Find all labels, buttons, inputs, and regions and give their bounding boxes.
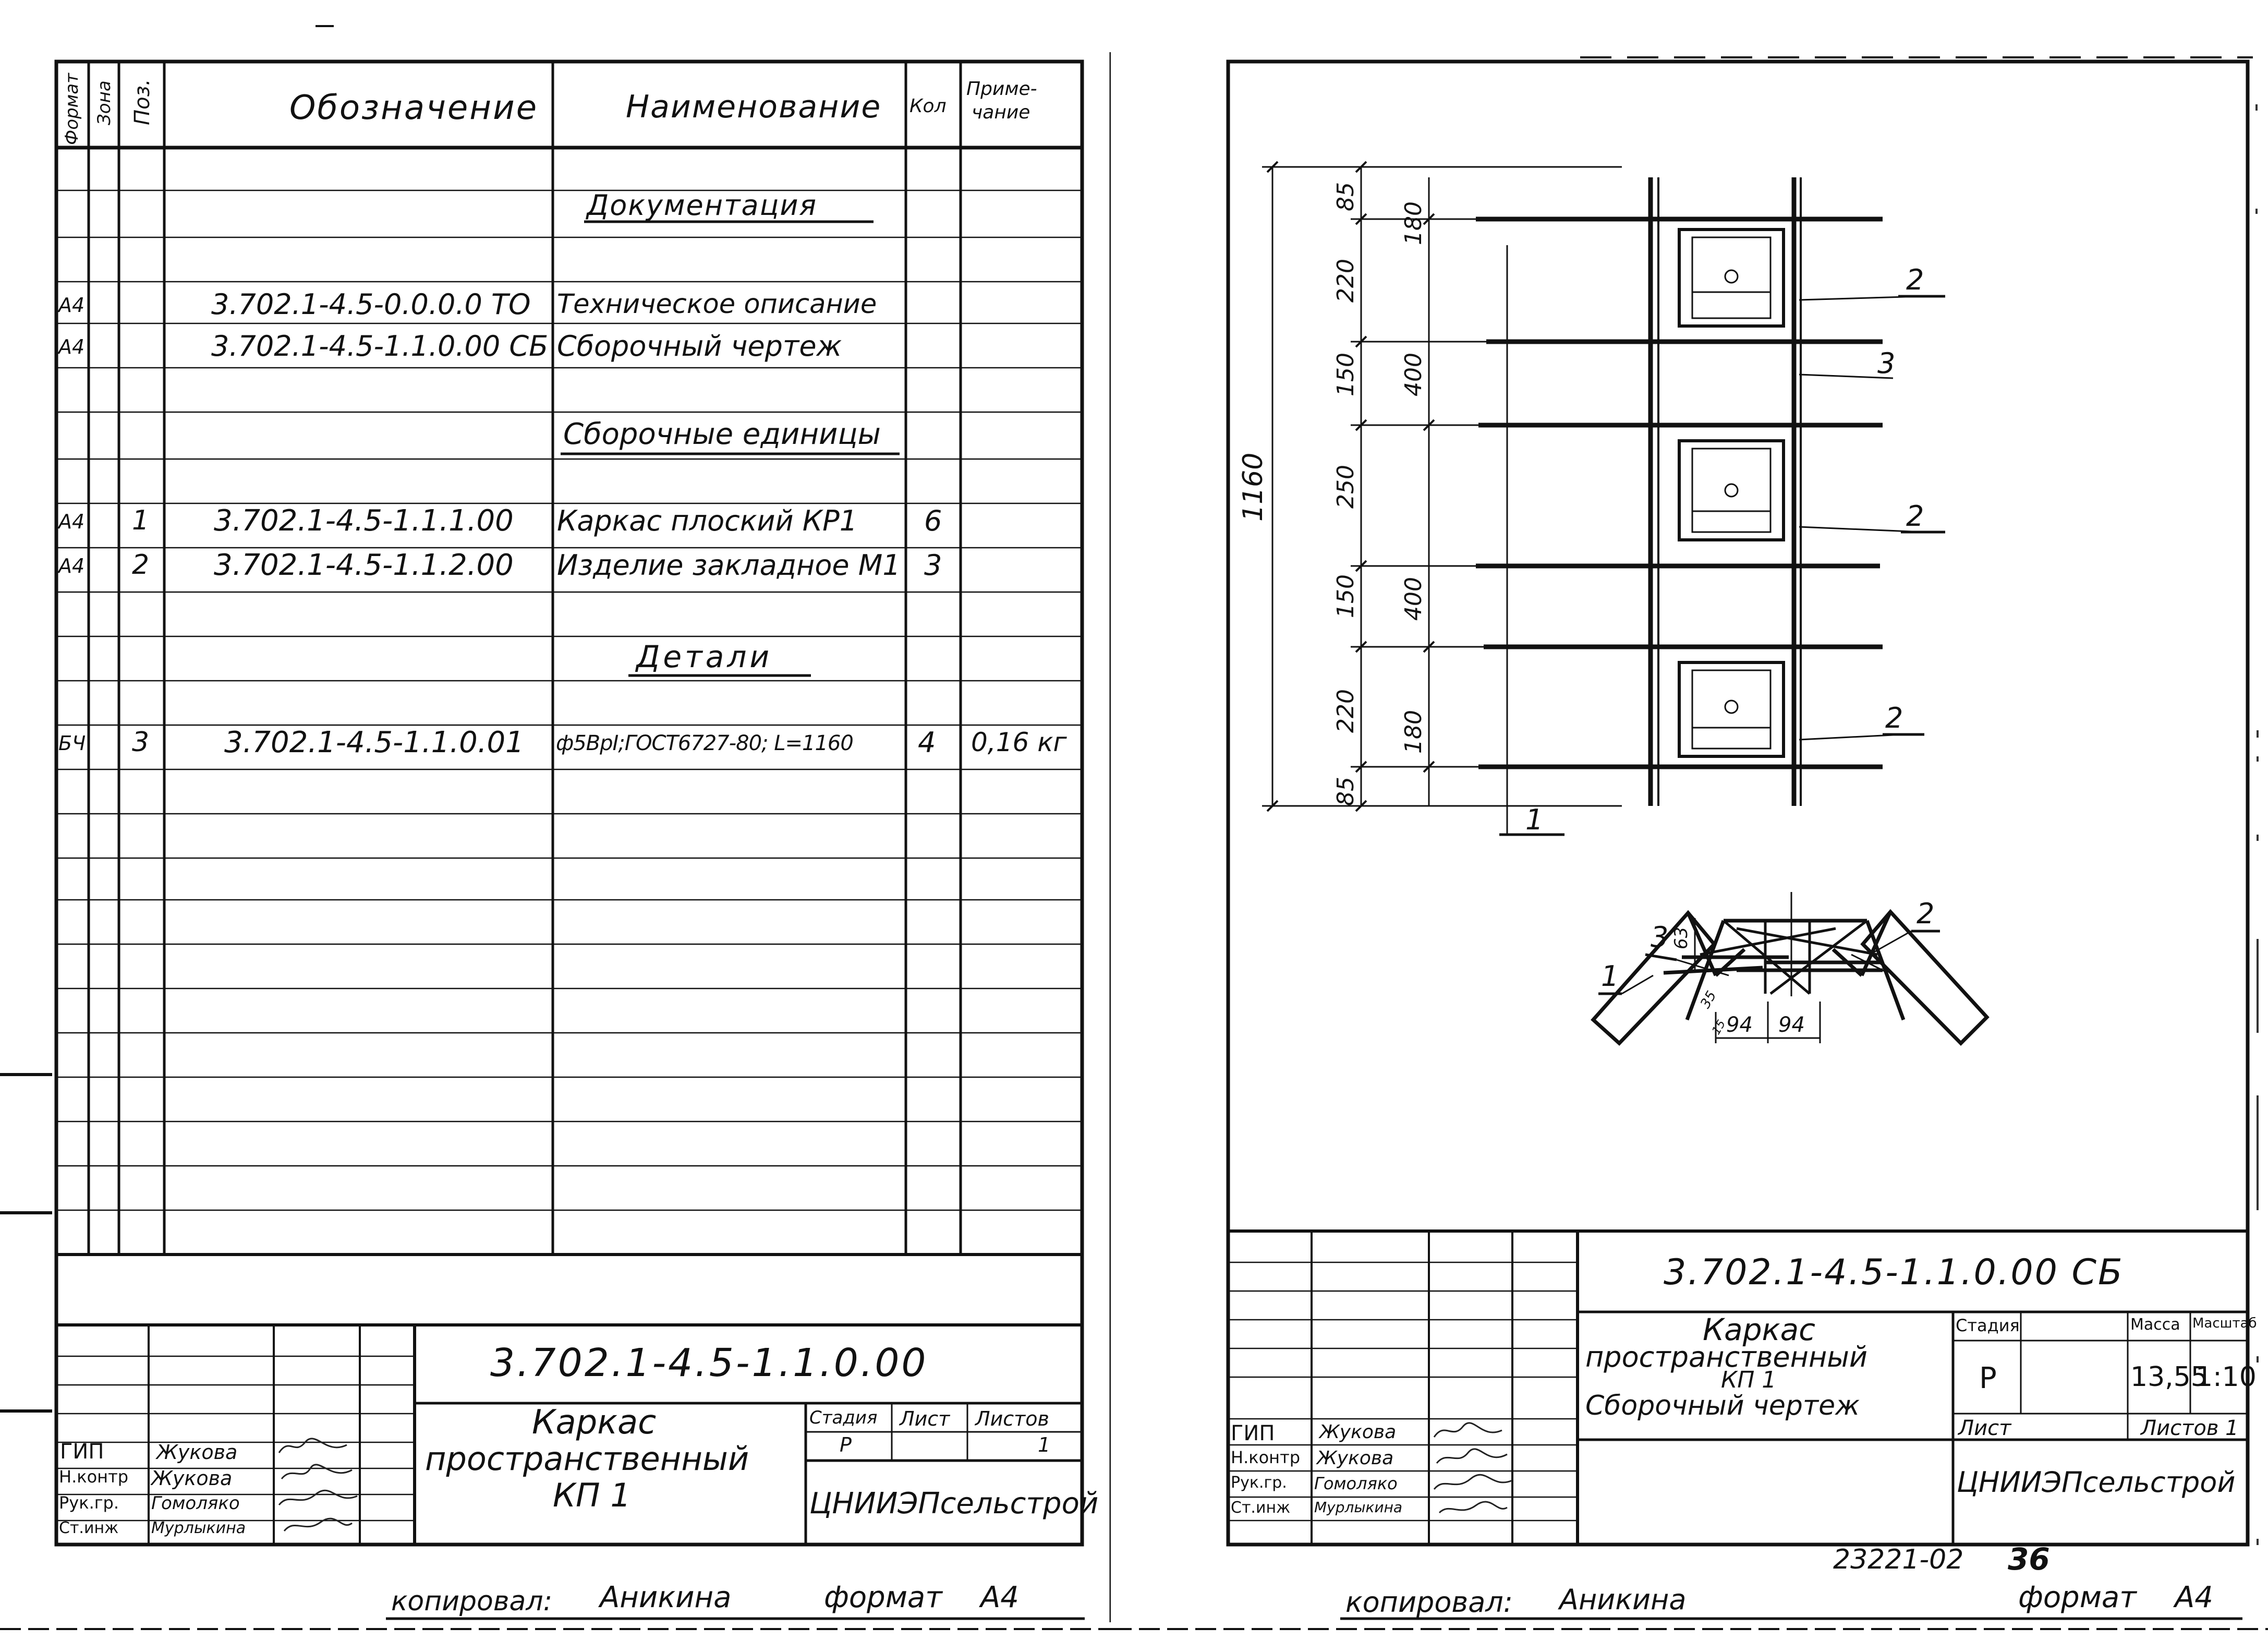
header-name: Наименование <box>626 89 882 125</box>
dim-15: 15 <box>1709 1018 1729 1037</box>
dim-total-height: 1160 <box>1238 452 1269 522</box>
row-designation: 3.702.1-4.5-0.0.0.0 ТО <box>211 287 531 321</box>
spec-name-2: Жукова <box>151 1467 233 1490</box>
spec-role-2: Н.контр <box>59 1467 129 1487</box>
dim-220-bot: 220 <box>1332 689 1359 733</box>
drawing-role-3: Рук.гр. <box>1231 1474 1287 1492</box>
row-pos: 2 <box>132 549 150 581</box>
edge-marks <box>2250 78 2266 1591</box>
dim-85-top: 85 <box>1332 182 1359 211</box>
callout-item-2-a: 2 <box>1906 263 1924 296</box>
dim-400-top: 400 <box>1400 353 1427 396</box>
header-zone: Зона <box>94 80 115 125</box>
drawing-name-1: Жукова <box>1319 1421 1397 1443</box>
drawing-scale-label: Масштаб <box>2192 1316 2257 1331</box>
row-name: ф5ВрI;ГОСТ6727-80; L=1160 <box>556 731 853 755</box>
specification-sheet <box>0 0 1111 1640</box>
header-note-1: Приме- <box>966 78 1037 100</box>
drawing-sheet <box>1111 0 2268 1640</box>
section-details: Детали <box>636 639 773 674</box>
dim-85-bot: 85 <box>1332 777 1359 806</box>
page-number: 36 <box>2008 1541 2050 1577</box>
header-designation: Обозначение <box>289 89 539 127</box>
spec-name-1: Жукова <box>156 1441 238 1464</box>
dim-63: 63 <box>1671 926 1692 949</box>
dim-180-bot: 180 <box>1400 710 1427 754</box>
drawing-title-1: Каркас <box>1703 1312 1815 1347</box>
spec-grid <box>0 0 1111 1640</box>
row-name: Изделие закладное М1 <box>557 548 901 582</box>
spec-footer-underline <box>0 1614 1111 1635</box>
row-format: А4 <box>58 510 85 533</box>
drawing-format-value: А4 <box>2175 1581 2213 1614</box>
drawing-title-4: Сборочный чертеж <box>1585 1390 1860 1421</box>
drawing-role-4: Ст.инж <box>1231 1499 1291 1517</box>
drawing-format-label: формат <box>2018 1581 2137 1614</box>
dim-180-top: 180 <box>1400 201 1427 245</box>
drawing-stage-value: Р <box>1979 1361 1997 1395</box>
row-qty: 4 <box>918 726 936 759</box>
drawing-scale-value: 1:10 <box>2196 1361 2257 1393</box>
section-assembly-units: Сборочные единицы <box>563 417 881 451</box>
drawing-copied-label: копировал: <box>1345 1586 1513 1619</box>
dim-150-top: 150 <box>1332 353 1359 396</box>
spec-sheet-label: Лист <box>900 1407 950 1430</box>
dim-150-bot: 150 <box>1332 574 1359 618</box>
dim-220-top: 220 <box>1332 259 1359 303</box>
drawing-role-1: ГИП <box>1231 1421 1275 1445</box>
spec-title-1: Каркас <box>532 1403 657 1442</box>
row-format: А4 <box>58 294 85 317</box>
drawing-sheet-label: Лист <box>1958 1416 2011 1440</box>
drawing-code: 3.702.1-4.5-1.1.0.00 СБ <box>1664 1252 2124 1293</box>
spec-role-1: ГИП <box>60 1440 104 1464</box>
dim-94-left: 94 <box>1726 1013 1753 1037</box>
callout-item-2-d: 2 <box>1917 897 1935 930</box>
row-name: Каркас плоский КР1 <box>557 504 858 537</box>
row-designation: 3.702.1-4.5-1.1.0.01 <box>224 725 524 759</box>
dim-35: 35 <box>1697 988 1720 1011</box>
callout-item-3-b: 3 <box>1651 921 1669 954</box>
spec-sheets-value: 1 <box>1038 1433 1051 1456</box>
row-note: 0,16 кг <box>971 727 1067 757</box>
section-documentation: Документация <box>587 189 817 222</box>
dim-94-right: 94 <box>1778 1013 1805 1037</box>
spec-role-3: Рук.гр. <box>59 1493 119 1513</box>
spec-code: 3.702.1-4.5-1.1.0.00 <box>490 1341 928 1385</box>
drawing-name-3: Гомоляко <box>1314 1474 1398 1493</box>
row-format: А4 <box>58 554 85 577</box>
dim-250: 250 <box>1332 465 1359 509</box>
spec-format-label: формат <box>824 1581 942 1614</box>
callout-item-1-b: 1 <box>1601 960 1619 993</box>
spec-org: ЦНИИЭПсельстрой <box>809 1487 1099 1521</box>
spec-copied-label: копировал: <box>391 1586 553 1617</box>
drawing-stage-label: Стадия <box>1956 1316 2020 1335</box>
header-pos: Поз. <box>130 79 154 125</box>
header-format: Формат <box>62 73 82 145</box>
dim-400-bot: 400 <box>1400 577 1427 621</box>
drawing-name-2: Жукова <box>1317 1448 1394 1469</box>
row-name: Сборочный чертеж <box>557 329 842 363</box>
callout-item-2-c: 2 <box>1885 702 1903 734</box>
drawing-mass-value: 13,55 <box>2130 1361 2208 1393</box>
spec-role-4: Ст.инж <box>59 1519 119 1537</box>
callout-item-1-a: 1 <box>1525 803 1544 836</box>
drawing-title-3: КП 1 <box>1721 1367 1777 1393</box>
drawing-title-2: пространственный <box>1585 1341 1867 1373</box>
stamp-number: 23221-02 <box>1833 1544 1964 1575</box>
spec-title-2: пространственный <box>425 1440 749 1478</box>
callout-item-3-a: 3 <box>1877 347 1896 380</box>
spec-signatures <box>274 1434 362 1544</box>
spec-title-3: КП 1 <box>553 1476 631 1514</box>
drawing-mass-label: Масса <box>2130 1316 2180 1334</box>
drawing-role-2: Н.контр <box>1231 1448 1301 1467</box>
drawing-footer-underline <box>1111 1614 2268 1635</box>
spec-name-3: Гомоляко <box>151 1493 240 1514</box>
row-qty: 6 <box>924 504 942 537</box>
row-format: БЧ <box>58 732 86 755</box>
spec-copied-name: Аникина <box>600 1581 732 1614</box>
drawing-sheets-label: Листов 1 <box>2141 1416 2239 1440</box>
spec-name-4: Мурлыкина <box>151 1519 246 1537</box>
row-name: Техническое описание <box>557 288 877 320</box>
spec-format-value: А4 <box>980 1581 1019 1614</box>
row-format: А4 <box>58 335 85 358</box>
row-designation: 3.702.1-4.5-1.1.2.00 <box>214 548 514 582</box>
spec-sheets-label: Листов <box>975 1407 1049 1430</box>
row-designation: 3.702.1-4.5-1.1.0.00 СБ <box>211 329 549 363</box>
row-qty: 3 <box>924 548 942 582</box>
row-pos: 1 <box>132 505 150 536</box>
row-pos: 3 <box>132 727 150 758</box>
drawing-org: ЦНИИЭПсельстрой <box>1957 1466 2236 1499</box>
drawing-signatures <box>1429 1419 1515 1523</box>
section-view-drawing <box>1111 0 2268 1231</box>
header-qty: Кол <box>909 95 947 117</box>
spec-stage-label: Стадия <box>809 1407 878 1428</box>
drawing-copied-name: Аникина <box>1559 1583 1687 1616</box>
header-note-2: чание <box>972 102 1030 123</box>
row-designation: 3.702.1-4.5-1.1.1.00 <box>214 503 514 538</box>
drawing-name-4: Мурлыкина <box>1314 1499 1403 1516</box>
spec-stage-value: Р <box>840 1433 852 1456</box>
callout-item-2-b: 2 <box>1906 500 1924 533</box>
